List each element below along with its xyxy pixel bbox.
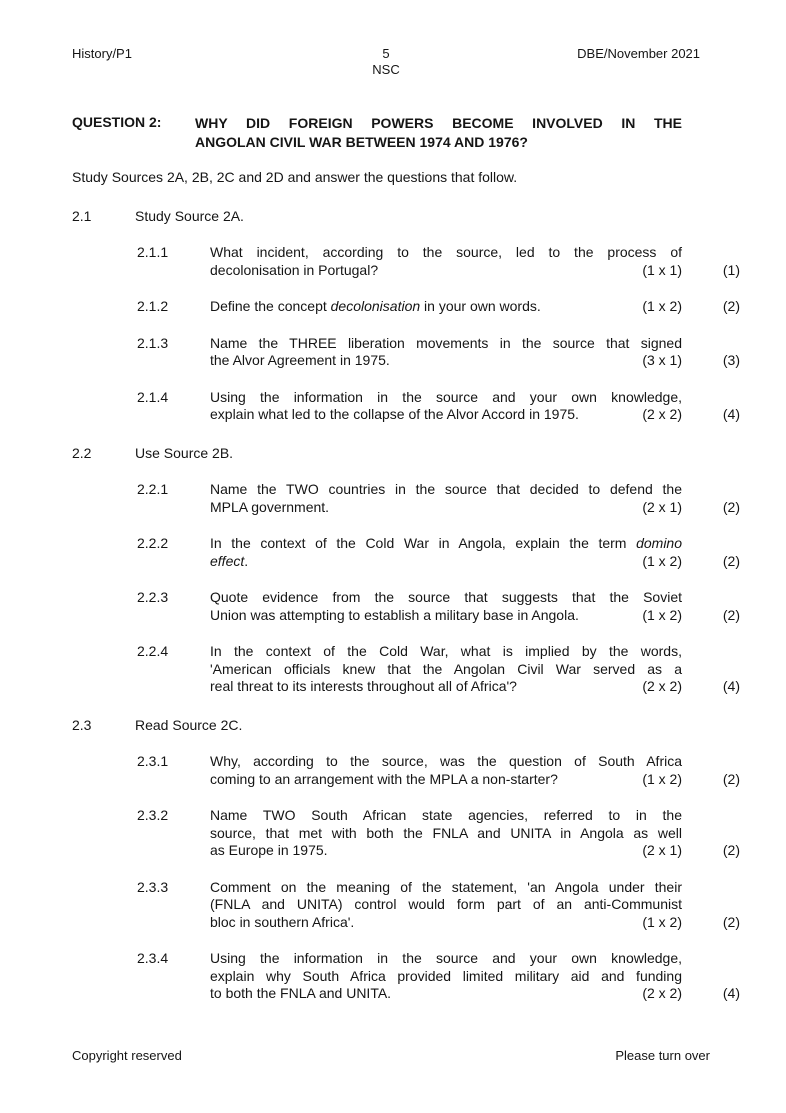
header-subject: History/P1 <box>72 46 132 61</box>
text-line: 'American officials knew that the Angolan Civil War served as a <box>210 660 682 677</box>
text-line: Name the THREE liberation movements in the source that signed <box>210 334 682 351</box>
text-line: the Alvor Agreement in 1975. (3 x 1) <box>210 352 682 368</box>
section-2-1 <box>72 208 740 424</box>
question-2-1-1 <box>137 244 740 279</box>
question-text <box>210 950 682 1003</box>
section-2-2 <box>72 445 740 696</box>
page-number: 5 <box>382 46 390 61</box>
text-line: source, that met with both the FNLA and UNITA in Angola as well <box>210 824 682 841</box>
question-2-2-3 <box>137 589 740 624</box>
question-text <box>210 481 682 516</box>
page-header <box>72 46 700 78</box>
question-number: 2.3.3 <box>137 878 169 895</box>
mark-allocation: (3 x 1) <box>642 352 682 368</box>
question-2-1-2 <box>137 298 740 316</box>
question-text <box>210 807 682 860</box>
mark-allocation: (2 x 2) <box>642 678 682 694</box>
text-line: WHY DID FOREIGN POWERS BECOME INVOLVED IN THE <box>195 115 682 131</box>
question-number: 2.1.2 <box>137 298 169 314</box>
text-line: ANGOLAN CIVIL WAR BETWEEN 1974 AND 1976? <box>195 134 528 150</box>
question-text <box>210 298 682 316</box>
question-2-3-4 <box>137 950 740 1003</box>
text-line: Using the information in the source and your own knowledge, <box>210 950 682 966</box>
question-marks: (4) <box>722 406 740 422</box>
text-line: explain what led to the collapse of the Alvor Accord in 1975. (2 x 2) <box>210 406 682 422</box>
question-text <box>210 643 682 696</box>
question-marks: (2) <box>722 606 740 623</box>
mark-allocation: (1 x 2) <box>642 606 682 623</box>
exam-board-label: NSC <box>372 62 400 77</box>
section-number: 2.3 <box>72 716 92 733</box>
question-marks: (4) <box>722 985 740 1001</box>
section-instruction: Use Source 2B. <box>135 444 234 461</box>
question-number: 2.2.3 <box>137 589 169 605</box>
mark-allocation: (1 x 2) <box>642 913 682 930</box>
question-2-3-2 <box>137 807 740 860</box>
question-text <box>210 879 682 932</box>
text-line: coming to an arrangement with the MPLA a non-starter? (1 x 2) <box>210 770 682 787</box>
mark-allocation: (1 x 1) <box>642 261 682 278</box>
mark-allocation: (2 x 2) <box>642 406 682 422</box>
question-text <box>210 389 682 424</box>
header-session: DBE/November 2021 <box>577 46 701 61</box>
section-header <box>72 717 740 735</box>
text-line: Name the TWO countries in the source that decided to defend the <box>210 481 682 497</box>
question-2-3-3 <box>137 879 740 932</box>
text-line: What incident, according to the source, led to the process of <box>210 244 682 260</box>
text-line: to both the FNLA and UNITA. (2 x 2) <box>210 985 682 1001</box>
question-number: 2.3.4 <box>137 950 169 966</box>
question-marks: (2) <box>722 552 740 569</box>
question-marks: (3) <box>722 352 740 368</box>
question-2-2-2 <box>137 535 740 570</box>
copyright-text: Copyright reserved <box>72 1048 182 1063</box>
question-number: 2.1.4 <box>137 388 169 405</box>
turn-over-text: Please turn over <box>615 1048 710 1063</box>
text-line: Name TWO South African state agencies, referred to in the <box>210 807 682 823</box>
question-heading-text <box>195 114 682 152</box>
question-number: 2.2.2 <box>137 535 169 551</box>
question-number: 2.1.3 <box>137 334 169 351</box>
text-line: decolonisation in Portugal? (1 x 1) <box>210 261 682 278</box>
text-line: In the context of the Cold War in Angola, explain the term domino <box>210 535 682 551</box>
mark-allocation: (1 x 2) <box>642 298 682 314</box>
header-center <box>372 46 399 78</box>
question-heading-label: QUESTION 2: <box>72 114 162 130</box>
section-header <box>72 445 740 463</box>
text-line: real threat to its interests throughout all of Africa'? (2 x 2) <box>210 678 682 694</box>
question-number: 2.3.1 <box>137 753 169 769</box>
question-text <box>210 244 682 279</box>
text-line: Define the concept decolonisation in your own words. (1 x 2) <box>210 298 682 314</box>
section-header <box>72 208 740 226</box>
text-line: as Europe in 1975. (2 x 1) <box>210 842 682 858</box>
question-marks: (2) <box>722 770 740 787</box>
question-2-3-1 <box>137 753 740 788</box>
text-line: explain why South Africa provided limited military aid and funding <box>210 967 682 984</box>
text-line: In the context of the Cold War, what is implied by the words, <box>210 643 682 659</box>
question-number: 2.2.1 <box>137 481 169 497</box>
question-number: 2.2.4 <box>137 643 169 659</box>
question-marks: (2) <box>722 498 740 515</box>
question-2-1-3 <box>137 335 740 370</box>
question-text <box>210 589 682 624</box>
question-2-1-4 <box>137 389 740 424</box>
section-instruction: Study Source 2A. <box>135 207 244 224</box>
text-line: bloc in southern Africa'. (1 x 2) <box>210 913 682 930</box>
mark-allocation: (2 x 2) <box>642 985 682 1001</box>
page-footer <box>72 1047 710 1065</box>
question-2-2-1 <box>137 481 740 516</box>
section-number: 2.2 <box>72 444 92 461</box>
question-heading <box>72 114 682 152</box>
mark-allocation: (1 x 2) <box>642 552 682 569</box>
section-2-3 <box>72 717 740 1003</box>
text-line: Why, according to the source, was the question of South Africa <box>210 753 682 769</box>
intro-instruction: Study Sources 2A, 2B, 2C and 2D and answer the questions that follow. <box>72 169 518 185</box>
mark-allocation: (2 x 1) <box>642 498 682 515</box>
question-marks: (4) <box>722 678 740 694</box>
mark-allocation: (1 x 2) <box>642 770 682 787</box>
mark-allocation: (2 x 1) <box>642 842 682 858</box>
question-number: 2.1.1 <box>137 244 169 260</box>
text-line: Union was attempting to establish a military base in Angola. (1 x 2) <box>210 606 682 623</box>
text-line: (FNLA and UNITA) control would form part of an anti-Communist <box>210 896 682 912</box>
question-text <box>210 335 682 370</box>
text-line: Using the information in the source and your own knowledge, <box>210 388 682 405</box>
text-line: MPLA government. (2 x 1) <box>210 498 682 515</box>
question-number: 2.3.2 <box>137 807 169 823</box>
question-marks: (2) <box>722 842 740 858</box>
question-2-2-4 <box>137 643 740 696</box>
text-line: Quote evidence from the source that suggests that the Soviet <box>210 589 682 605</box>
section-instruction: Read Source 2C. <box>135 716 243 733</box>
question-marks: (2) <box>722 298 740 314</box>
text-line: effect. (1 x 2) <box>210 552 682 569</box>
text-line: Comment on the meaning of the statement, 'an Angola under their <box>210 878 682 895</box>
question-marks: (1) <box>722 261 740 278</box>
question-text <box>210 753 682 788</box>
section-number: 2.1 <box>72 207 92 224</box>
question-text <box>210 535 682 570</box>
question-marks: (2) <box>722 913 740 930</box>
